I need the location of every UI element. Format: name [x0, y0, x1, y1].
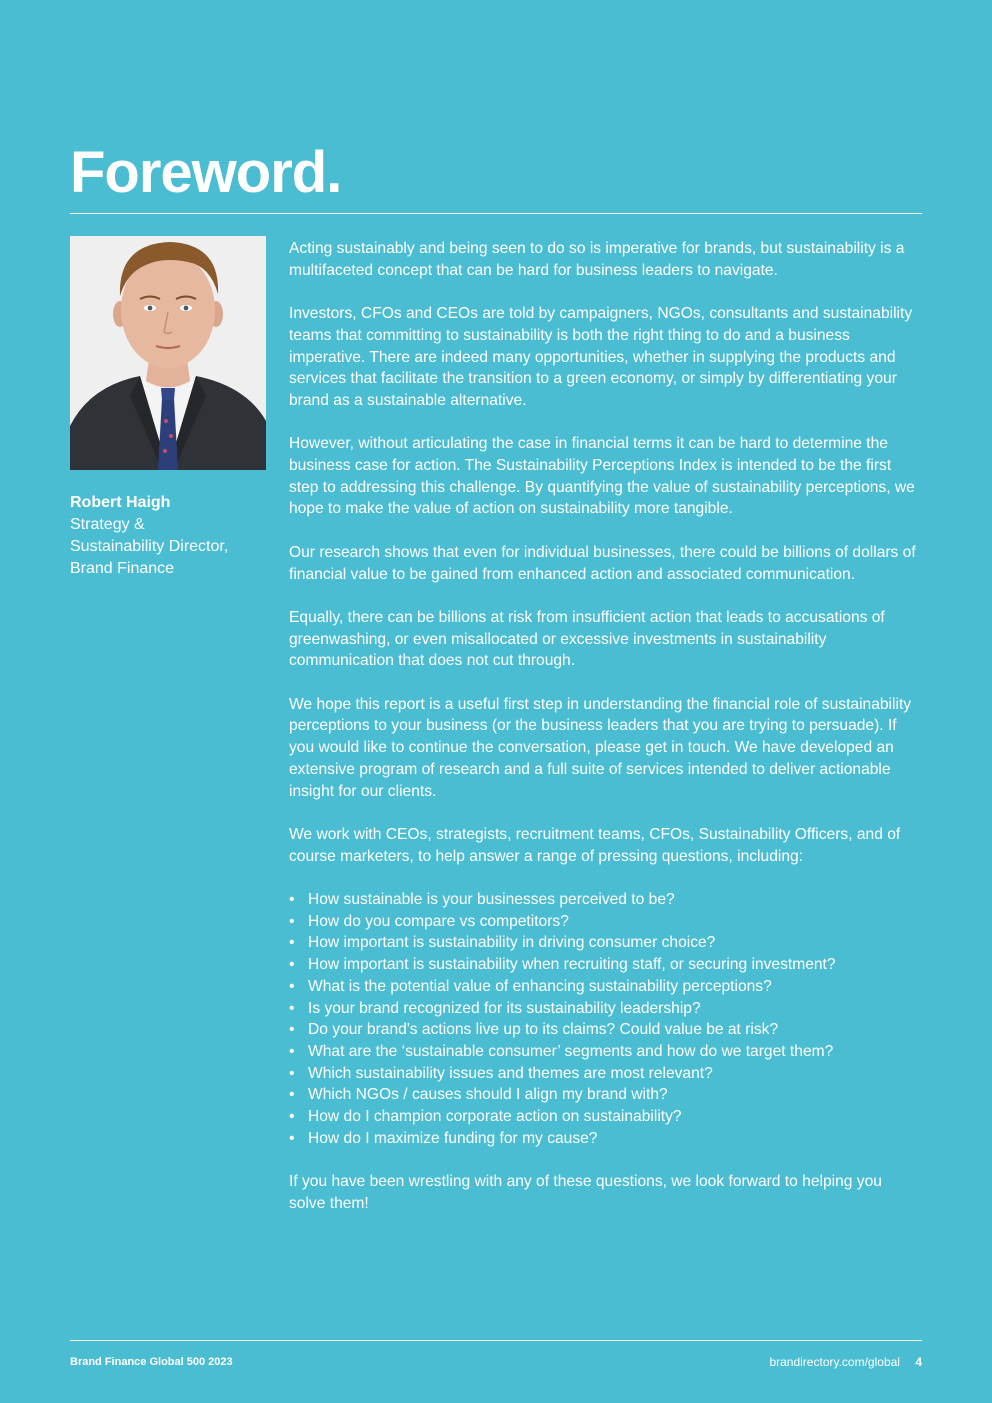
bullet-icon: •: [289, 999, 295, 1017]
bullet-icon: •: [289, 934, 295, 952]
author-name: Robert Haigh: [70, 494, 171, 511]
footer-right: [769, 1355, 922, 1369]
paragraph: Acting sustainably and being seen to do so is imperative for brands, but sustainability is a multifaceted concept that can be hard for business leaders to navigate.: [289, 240, 905, 279]
author-role: Strategy &: [70, 516, 145, 533]
paragraph: Investors, CFOs and CEOs are told by campaigners, NGOs, consultants and sustainability teams that committing to sustainability is both the right thing to do and a business imperative. There are indeed many opportunities, whether in supplying the products and services that facilitate the transition to a green economy, or simply by differentiating your brand as a sustainable alternative.: [289, 305, 913, 409]
author-block: [70, 492, 270, 580]
page-title: Foreword.: [70, 140, 342, 205]
bullet-icon: •: [289, 912, 295, 930]
bullet-icon: •: [289, 1086, 295, 1104]
bullet-icon: •: [289, 890, 295, 908]
list-item: • Do your brand's actions live up to its claims? Could value be at risk?: [289, 1019, 919, 1041]
list-item: • How do I champion corporate action on sustainability?: [289, 1106, 919, 1128]
paragraph: Equally, there can be billions at risk from insufficient action that leads to accusations of greenwashing, or even misallocated or excessive investments in sustainability communication that does not cut through.: [289, 608, 885, 670]
bullet-icon: •: [289, 1108, 295, 1126]
page-number: 4: [915, 1355, 922, 1369]
list-item: • How sustainable is your businesses perceived to be?: [289, 889, 919, 911]
questions-list: [289, 889, 919, 1149]
bullet-icon: •: [289, 1042, 295, 1060]
list-item: • How important is sustainability when recruiting staff, or securing investment?: [289, 954, 919, 976]
title-divider: [70, 213, 922, 214]
list-item: • Which NGOs / causes should I align my brand with?: [289, 1084, 919, 1106]
paragraph: Our research shows that even for individual businesses, there could be billions of dollars of financial value to be gained from enhanced action and associated communication.: [289, 543, 916, 583]
paragraph: We work with CEOs, strategists, recruitment teams, CFOs, Sustainability Officers, and of course marketers, to help answer a range of pressing questions, including:: [289, 825, 901, 865]
bullet-icon: •: [289, 1129, 295, 1147]
list-item: • Is your brand recognized for its sustainability leadership?: [289, 998, 919, 1020]
closing-paragraph: If you have been wrestling with any of these questions, we look forward to helping you solve them!: [289, 1173, 882, 1212]
list-item: • What are the ‘sustainable consumer’ segments and how do we target them?: [289, 1041, 919, 1063]
footer-divider: [70, 1340, 922, 1341]
bullet-icon: •: [289, 956, 295, 974]
list-item: • How important is sustainability in driving consumer choice?: [289, 932, 919, 954]
foreword-body: [289, 238, 919, 1236]
paragraph: We hope this report is a useful first step in understanding the financial role of sustainability perceptions to your business (or the business leaders that you are trying to persuade). If you would like to continue the conversation, please get in touch. We have developed an extensive program of research and a full suite of services intended to deliver actionable insight for our clients.: [289, 695, 912, 800]
bullet-icon: •: [289, 1064, 295, 1082]
bullet-icon: •: [289, 977, 295, 995]
paragraph: However, without articulating the case in financial terms it can be hard to determine the business case for action. The Sustainability Perceptions Index is intended to be the first step to addressing this challenge. By quantifying the value of sustainability perceptions, we hope to make the value of action on sustainability more tangible.: [289, 435, 915, 518]
author-role: Sustainability Director,: [70, 538, 229, 555]
list-item: • Which sustainability issues and themes are most relevant?: [289, 1063, 919, 1085]
list-item: • What is the potential value of enhancing sustainability perceptions?: [289, 976, 919, 998]
bullet-icon: •: [289, 1021, 295, 1039]
author-company: Brand Finance: [70, 560, 175, 577]
list-item: • How do I maximize funding for my cause?: [289, 1128, 919, 1150]
list-item: • How do you compare vs competitors?: [289, 911, 919, 933]
footer-publication: Brand Finance Global 500 2023: [70, 1356, 233, 1368]
author-photo: [70, 236, 266, 470]
footer-url-link[interactable]: brandirectory.com/global: [769, 1355, 900, 1369]
